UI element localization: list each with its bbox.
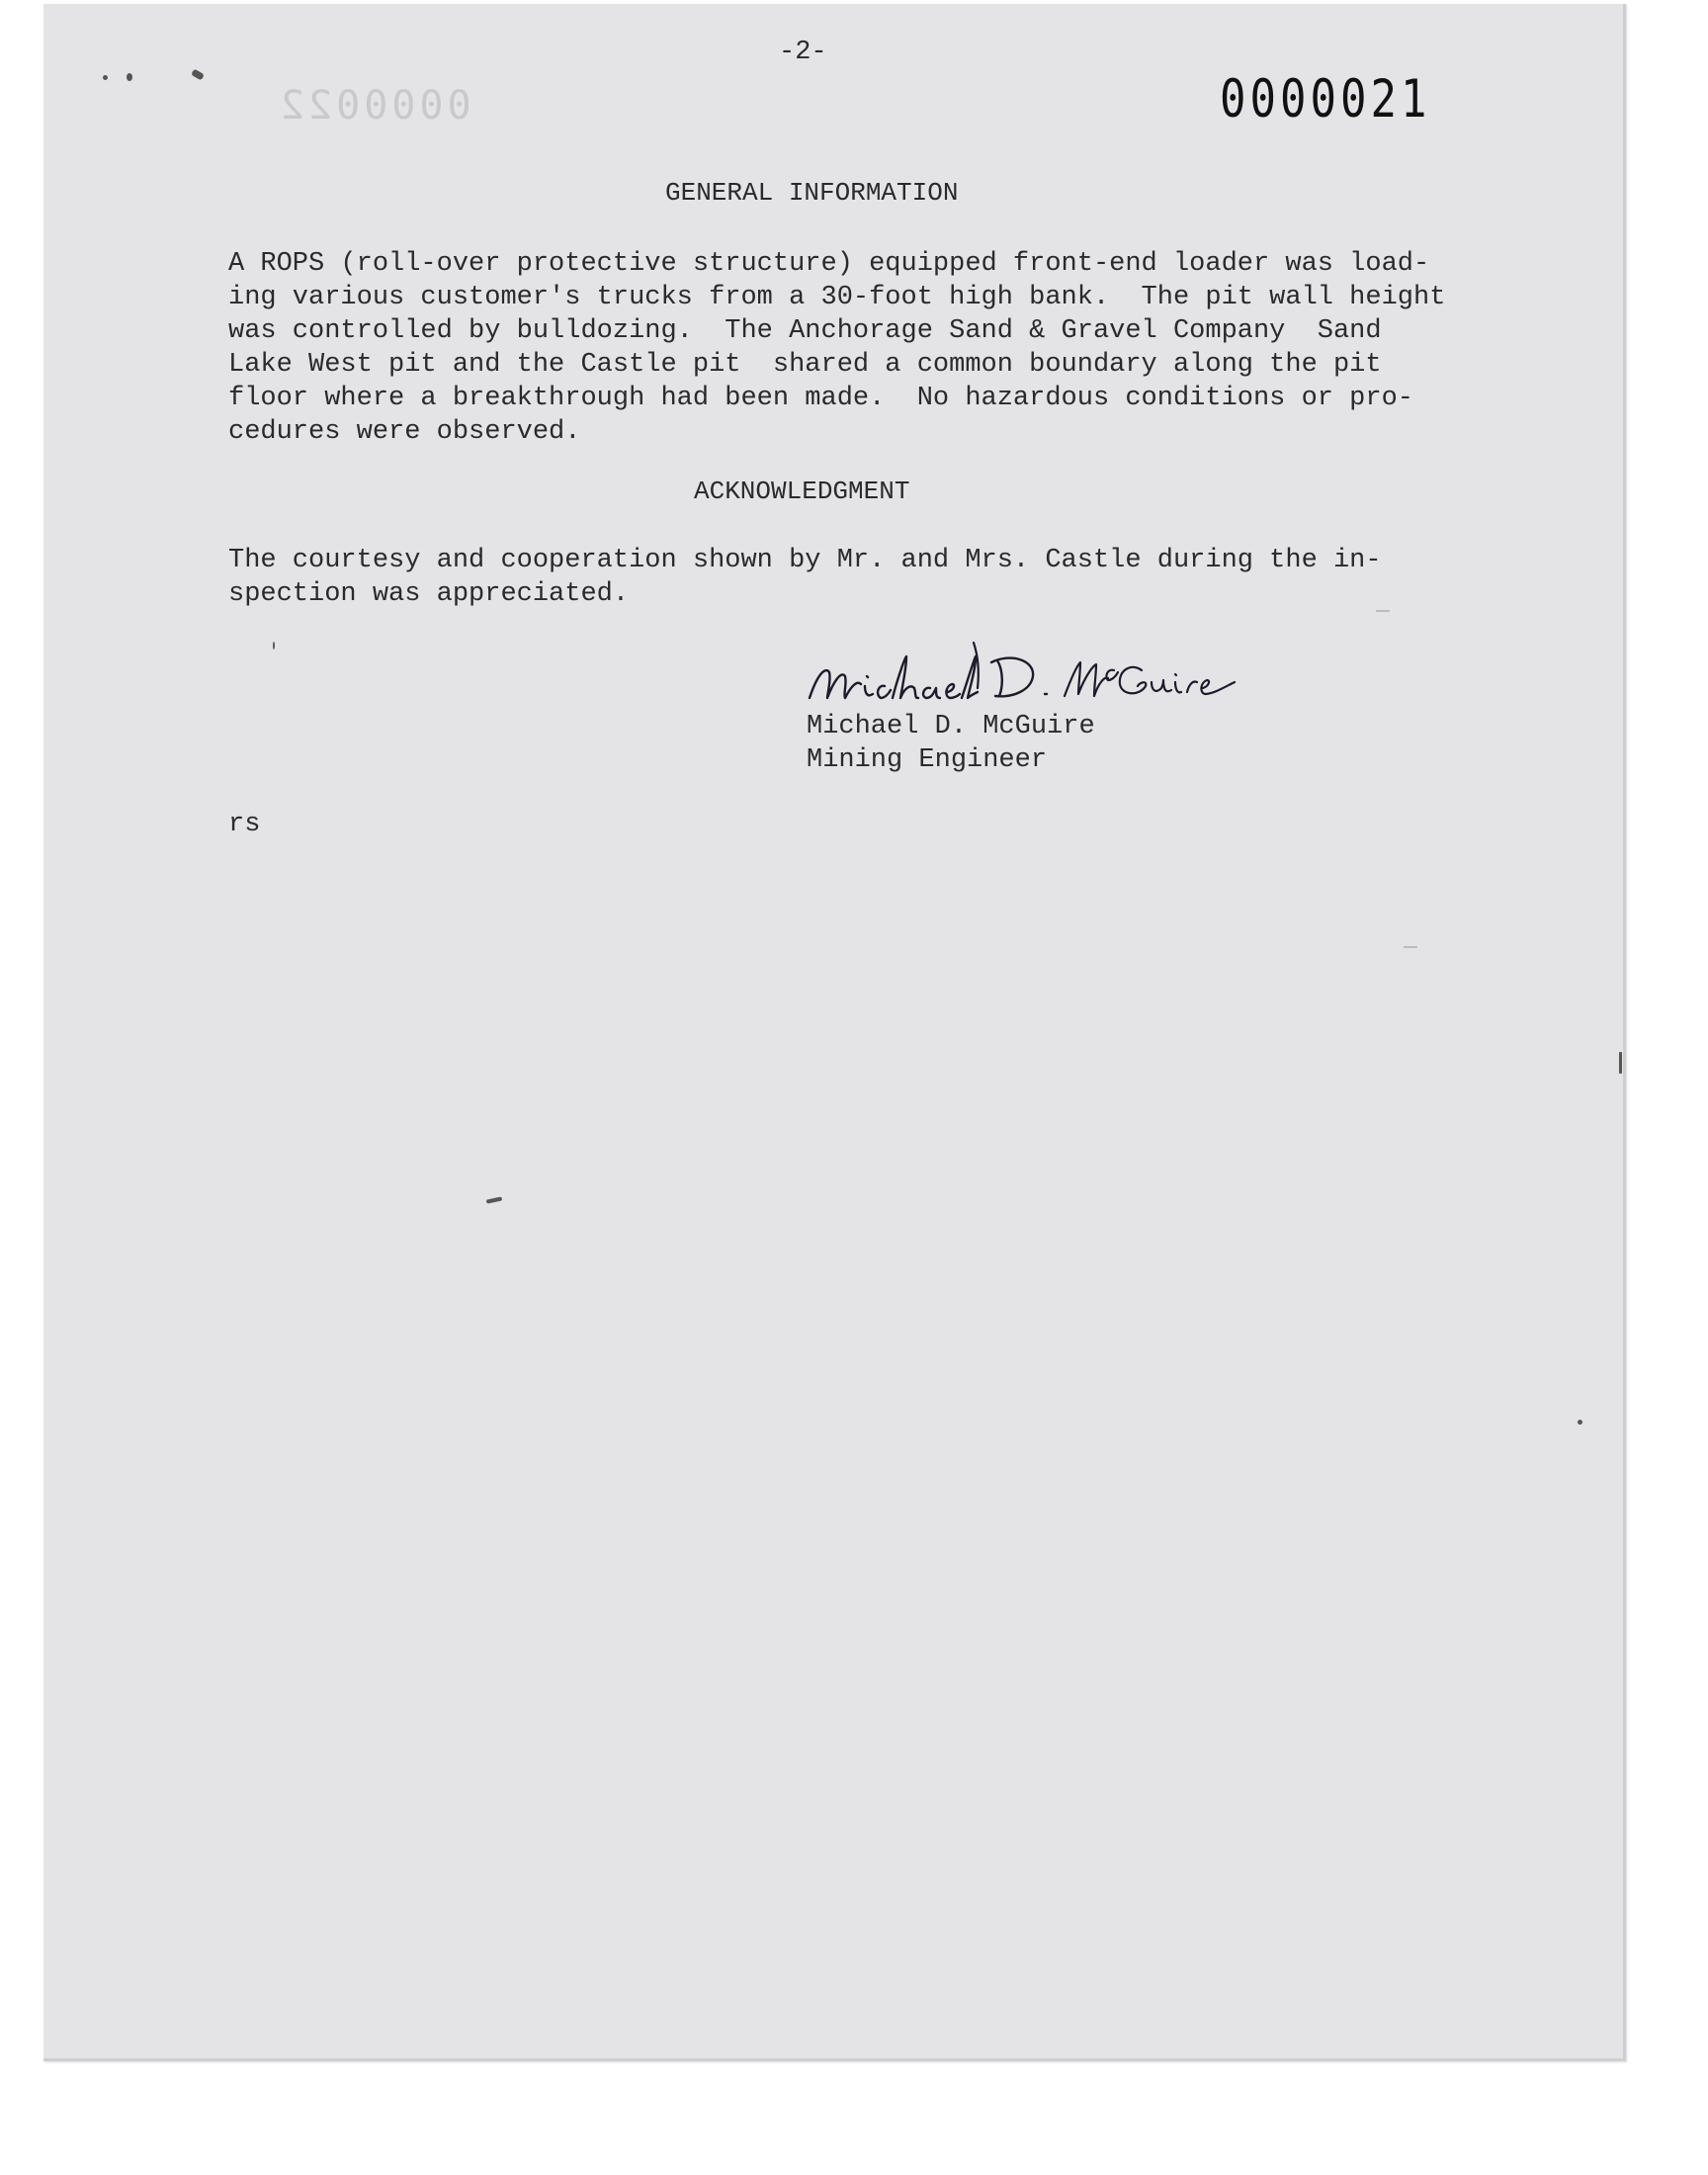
acknowledgment-heading: ACKNOWLEDGMENT — [694, 477, 910, 506]
document-page — [43, 4, 1626, 2061]
paragraph-line: A ROPS (roll-over protective structure) equipped front-end loader was load- — [228, 249, 1430, 279]
paragraph-line: spection was appreciated. — [228, 579, 630, 609]
paragraph-line: Lake West pit and the Castle pit shared a common boundary along the pit — [228, 350, 1382, 380]
paragraph-line: The courtesy and cooperation shown by Mr. and Mrs. Castle during the in- — [228, 546, 1382, 575]
paragraph-line: ing various customer's trucks from a 30-foot high bank. The pit wall height — [228, 283, 1446, 312]
scan-speck — [486, 1196, 502, 1203]
general-information-paragraph — [228, 247, 1445, 449]
document-number-stamp: 0000021 — [1220, 69, 1431, 130]
signature-block — [807, 710, 1095, 777]
scan-speck — [1578, 1420, 1582, 1425]
scan-mark — [1404, 946, 1417, 948]
paragraph-line: floor where a breakthrough had been made. No hazardous conditions or pro- — [228, 384, 1413, 413]
paragraph-line: cedures were observed. — [228, 417, 581, 447]
scan-speck — [127, 73, 132, 81]
paragraph-line: was controlled by bulldozing. The Anchorage Sand & Gravel Company Sand — [228, 316, 1382, 346]
scan-speck — [103, 75, 108, 80]
page-number: -2- — [779, 38, 827, 67]
scan-speck — [191, 68, 205, 80]
scan-speck — [1619, 1052, 1622, 1074]
signer-name: Michael D. McGuire — [807, 712, 1095, 741]
acknowledgment-paragraph — [228, 544, 1382, 611]
handwritten-signature — [800, 637, 1254, 716]
scan-speck — [273, 642, 275, 650]
typist-initials: rs — [228, 810, 261, 839]
general-information-heading: GENERAL INFORMATION — [665, 178, 959, 208]
bleed-through-number: 0000022 — [277, 83, 471, 129]
signer-title: Mining Engineer — [807, 745, 1048, 775]
scan-mark — [1376, 610, 1390, 612]
